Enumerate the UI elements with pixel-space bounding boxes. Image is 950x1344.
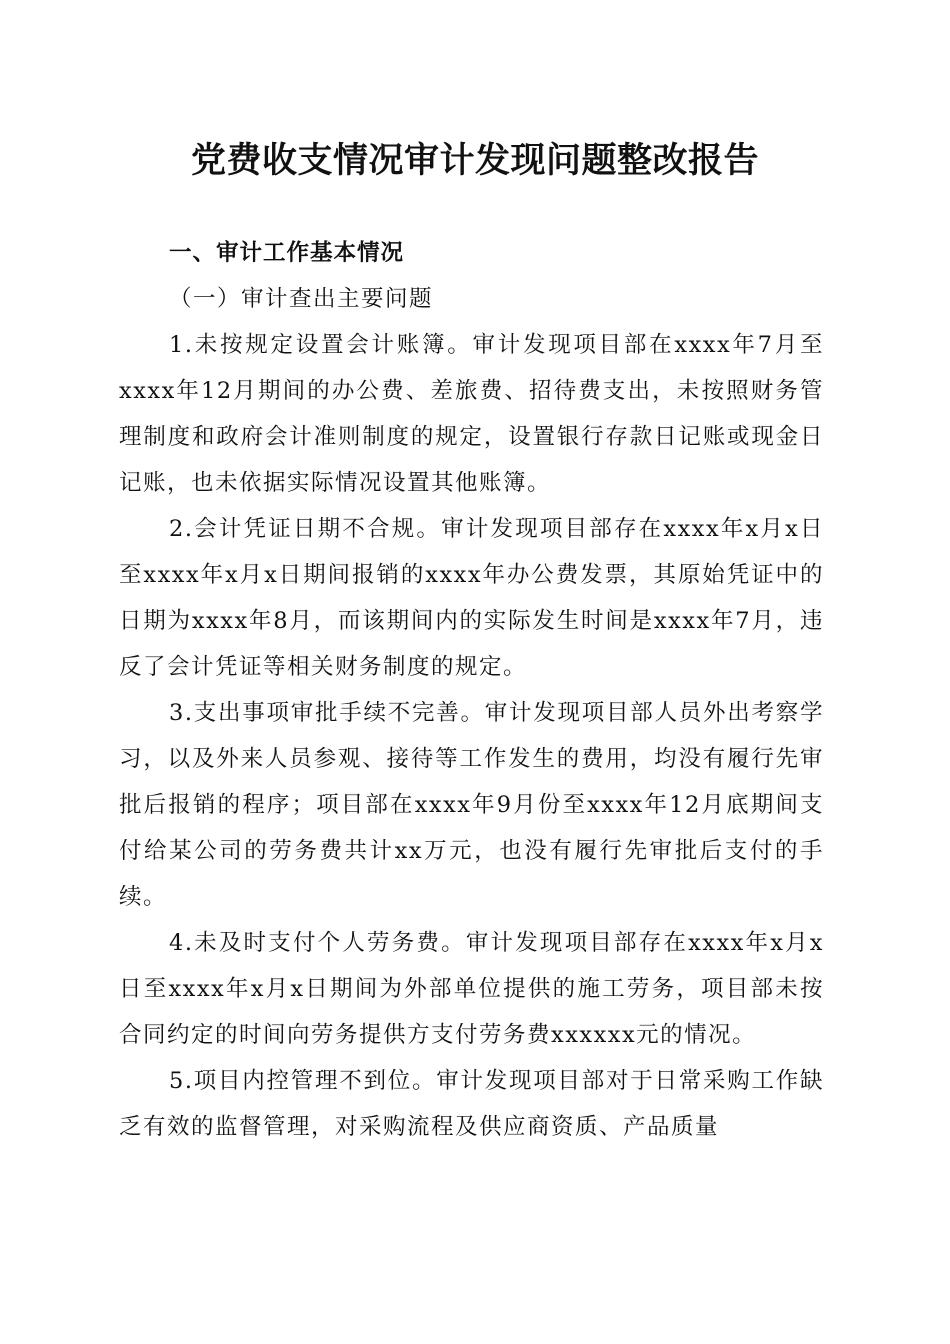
paragraph-3: 3.支出事项审批手续不完善。审计发现项目部人员外出考察学习，以及外来人员参观、接待等工作发生的费用，均没有履行先审批后报销的程序；项目部在xxxx年9月份至xxxx年12月底期间支付给某公司的劳务费共计xx万元，也没有履行先审批后支付的手续。 bbox=[119, 700, 824, 910]
paragraph-5: 5.项目内控管理不到位。审计发现项目部对于日常采购工作缺乏有效的监督管理，对采购流程及供应商资质、产品质量 bbox=[119, 1068, 824, 1140]
section-heading: 一、审计工作基本情况 bbox=[169, 240, 405, 266]
document-body bbox=[119, 225, 824, 1150]
paragraph-2: 2.会计凭证日期不合规。审计发现项目部存在xxxx年x月x日至xxxx年x月x日期间报销的xxxx年办公费发票，其原始凭证中的日期为xxxx年8月，而该期间内的实际发生时间是xxxx年7月，违反了会计凭证等相关财务制度的规定。 bbox=[119, 516, 824, 680]
document-title: 党费收支情况审计发现问题整改报告 bbox=[190, 140, 759, 181]
paragraph-1: 1.未按规定设置会计账簿。审计发现项目部在xxxx年7月至xxxx年12月期间的办公费、差旅费、招待费支出，未按照财务管理制度和政府会计准则制度的规定，设置银行存款日记账或现金日记账，也未依据实际情况设置其他账簿。 bbox=[119, 332, 824, 496]
subsection-heading: （一）审计查出主要问题 bbox=[169, 286, 434, 312]
paragraph-4: 4.未及时支付个人劳务费。审计发现项目部存在xxxx年x月x日至xxxx年x月x日期间为外部单位提供的施工劳务，项目部未按合同约定的时间向劳务提供方支付劳务费xxxxxx元的情况。 bbox=[119, 930, 824, 1048]
